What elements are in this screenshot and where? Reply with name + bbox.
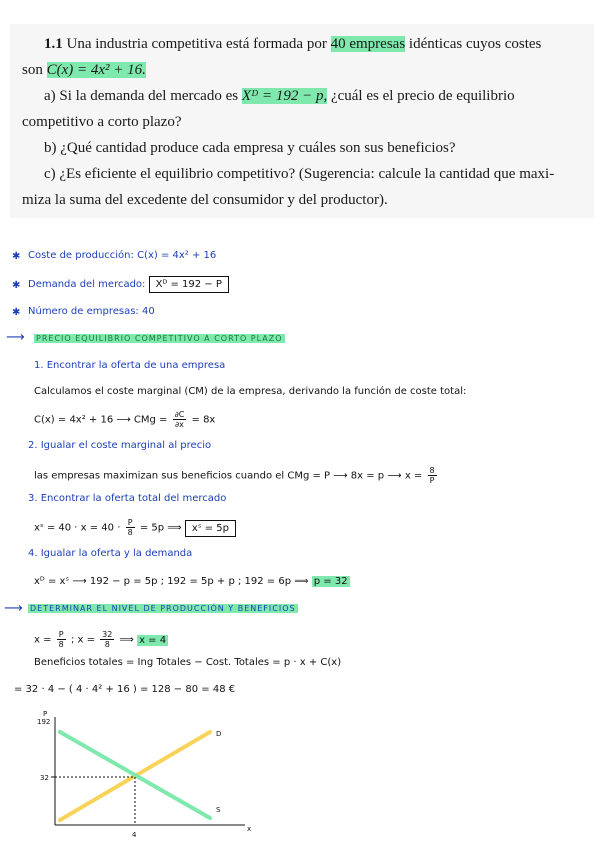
note-firms: Número de empresas: 40 xyxy=(28,306,155,317)
step-1-text: Calculamos el coste marginal (CM) de la empresa, derivando la función de coste total: xyxy=(34,386,467,397)
boxed-demand: Xᴰ = 192 − P xyxy=(149,276,229,293)
y-tick-label: 32 xyxy=(40,774,49,782)
step-3-equation: xˢ = 40 · x = 40 · $\frac{P}{8}$ = 5p ⟹ xˢ = 5p xyxy=(34,518,236,537)
question-a: a) Si la demanda del mercado es Xᴰ = 192 − p, ¿cuál es el precio de equilibrio xyxy=(44,88,515,104)
note-cost: Coste de producción: C(x) = 4x² + 16 xyxy=(28,250,217,261)
arrow-right-icon: ⟶ xyxy=(4,601,23,616)
boxed-supply: xˢ = 5p xyxy=(185,520,236,537)
section-heading-1: PRECIO EQUILIBRIO COMPETITIVO A CORTO PLAZO xyxy=(36,334,283,343)
fraction: $\frac{P}{8}$ xyxy=(58,630,64,649)
fraction: $\frac{\partial C}{\partial x}$ xyxy=(174,410,185,429)
series-label-s: S xyxy=(216,806,221,814)
problem-number: 1.1 xyxy=(44,36,63,52)
step-1-equation: C(x) = 4x² + 16 ⟶ CMg = $\frac{\partial C}{\partial x}$ = 8x xyxy=(34,410,216,429)
y-tick-label: 192 xyxy=(37,718,51,726)
y-axis-label: P xyxy=(43,710,48,718)
question-b: b) ¿Qué cantidad produce cada empresa y cuáles son sus beneficios? xyxy=(44,140,456,156)
fraction: $\frac{P}{8}$ xyxy=(127,518,133,537)
benefits-line: Beneficios totales = Ing Totales − Cost. Totales = p · x + C(x) xyxy=(34,657,342,668)
step-2-title: 2. Igualar el coste marginal al precio xyxy=(28,440,212,451)
highlight-firms: 40 empresas xyxy=(330,36,406,52)
x-axis-label: x xyxy=(247,825,252,833)
question-c: c) ¿Es eficiente el equilibrio competitivo? (Sugerencia: calcule la cantidad que maxi- xyxy=(44,166,555,182)
series-label-d: D xyxy=(216,730,222,738)
highlight-quantity: x = 4 xyxy=(139,634,167,646)
step-1-title: 1. Encontrar la oferta de una empresa xyxy=(34,360,226,371)
problem-line-2: son C(x) = 4x² + 16. xyxy=(22,62,146,78)
production-equation: x = $\frac{P}{8}$ ; x = $\frac{32}{8}$ ⟹ x = 4 xyxy=(34,630,167,649)
step-3-title: 3. Encontrar la oferta total del mercado xyxy=(28,493,227,504)
benefits-calculation: = 32 · 4 − ( 4 · 4² + 16 ) = 128 − 80 = 48 € xyxy=(14,684,236,695)
bullet-icon: ✱ xyxy=(12,280,21,291)
highlight-demand: Xᴰ = 192 − p, xyxy=(241,88,328,104)
section-heading-2: DETERMINAR EL NIVEL DE PRODUCCIÓN Y BENEFICIOS xyxy=(30,604,296,613)
highlight-price: p = 32 xyxy=(313,576,348,587)
fraction: $\frac{32}{8}$ xyxy=(102,630,113,649)
step-4-title: 4. Igualar la oferta y la demanda xyxy=(28,548,193,559)
step-4-equation: xᴰ = xˢ ⟶ 192 − p = 5p ; 192 = 5p + p ; 192 = 6p ⟹ p = 32 xyxy=(34,576,348,587)
question-c-cont: miza la suma del excedente del consumidor y del productor). xyxy=(22,192,388,208)
step-2-text: las empresas maximizan sus beneficios cuando el CMg = P ⟶ 8x = p ⟶ x = $\frac{8}{P}$ xyxy=(34,466,435,485)
question-a-cont: competitivo a corto plazo? xyxy=(22,114,182,130)
bullet-icon: ✱ xyxy=(12,251,21,262)
x-tick-label: 4 xyxy=(132,831,137,839)
highlight-cost: C(x) = 4x² + 16. xyxy=(46,62,146,78)
note-demand: Demanda del mercado: Xᴰ = 192 − P xyxy=(28,279,229,290)
arrow-right-icon: ⟶ xyxy=(6,330,25,345)
fraction: $\frac{8}{P}$ xyxy=(429,466,435,485)
bullet-icon: ✱ xyxy=(12,307,21,318)
problem-line-1: 1.1 Una industria competitiva está formada por 40 empresas idénticas cuyos costes xyxy=(44,36,542,52)
